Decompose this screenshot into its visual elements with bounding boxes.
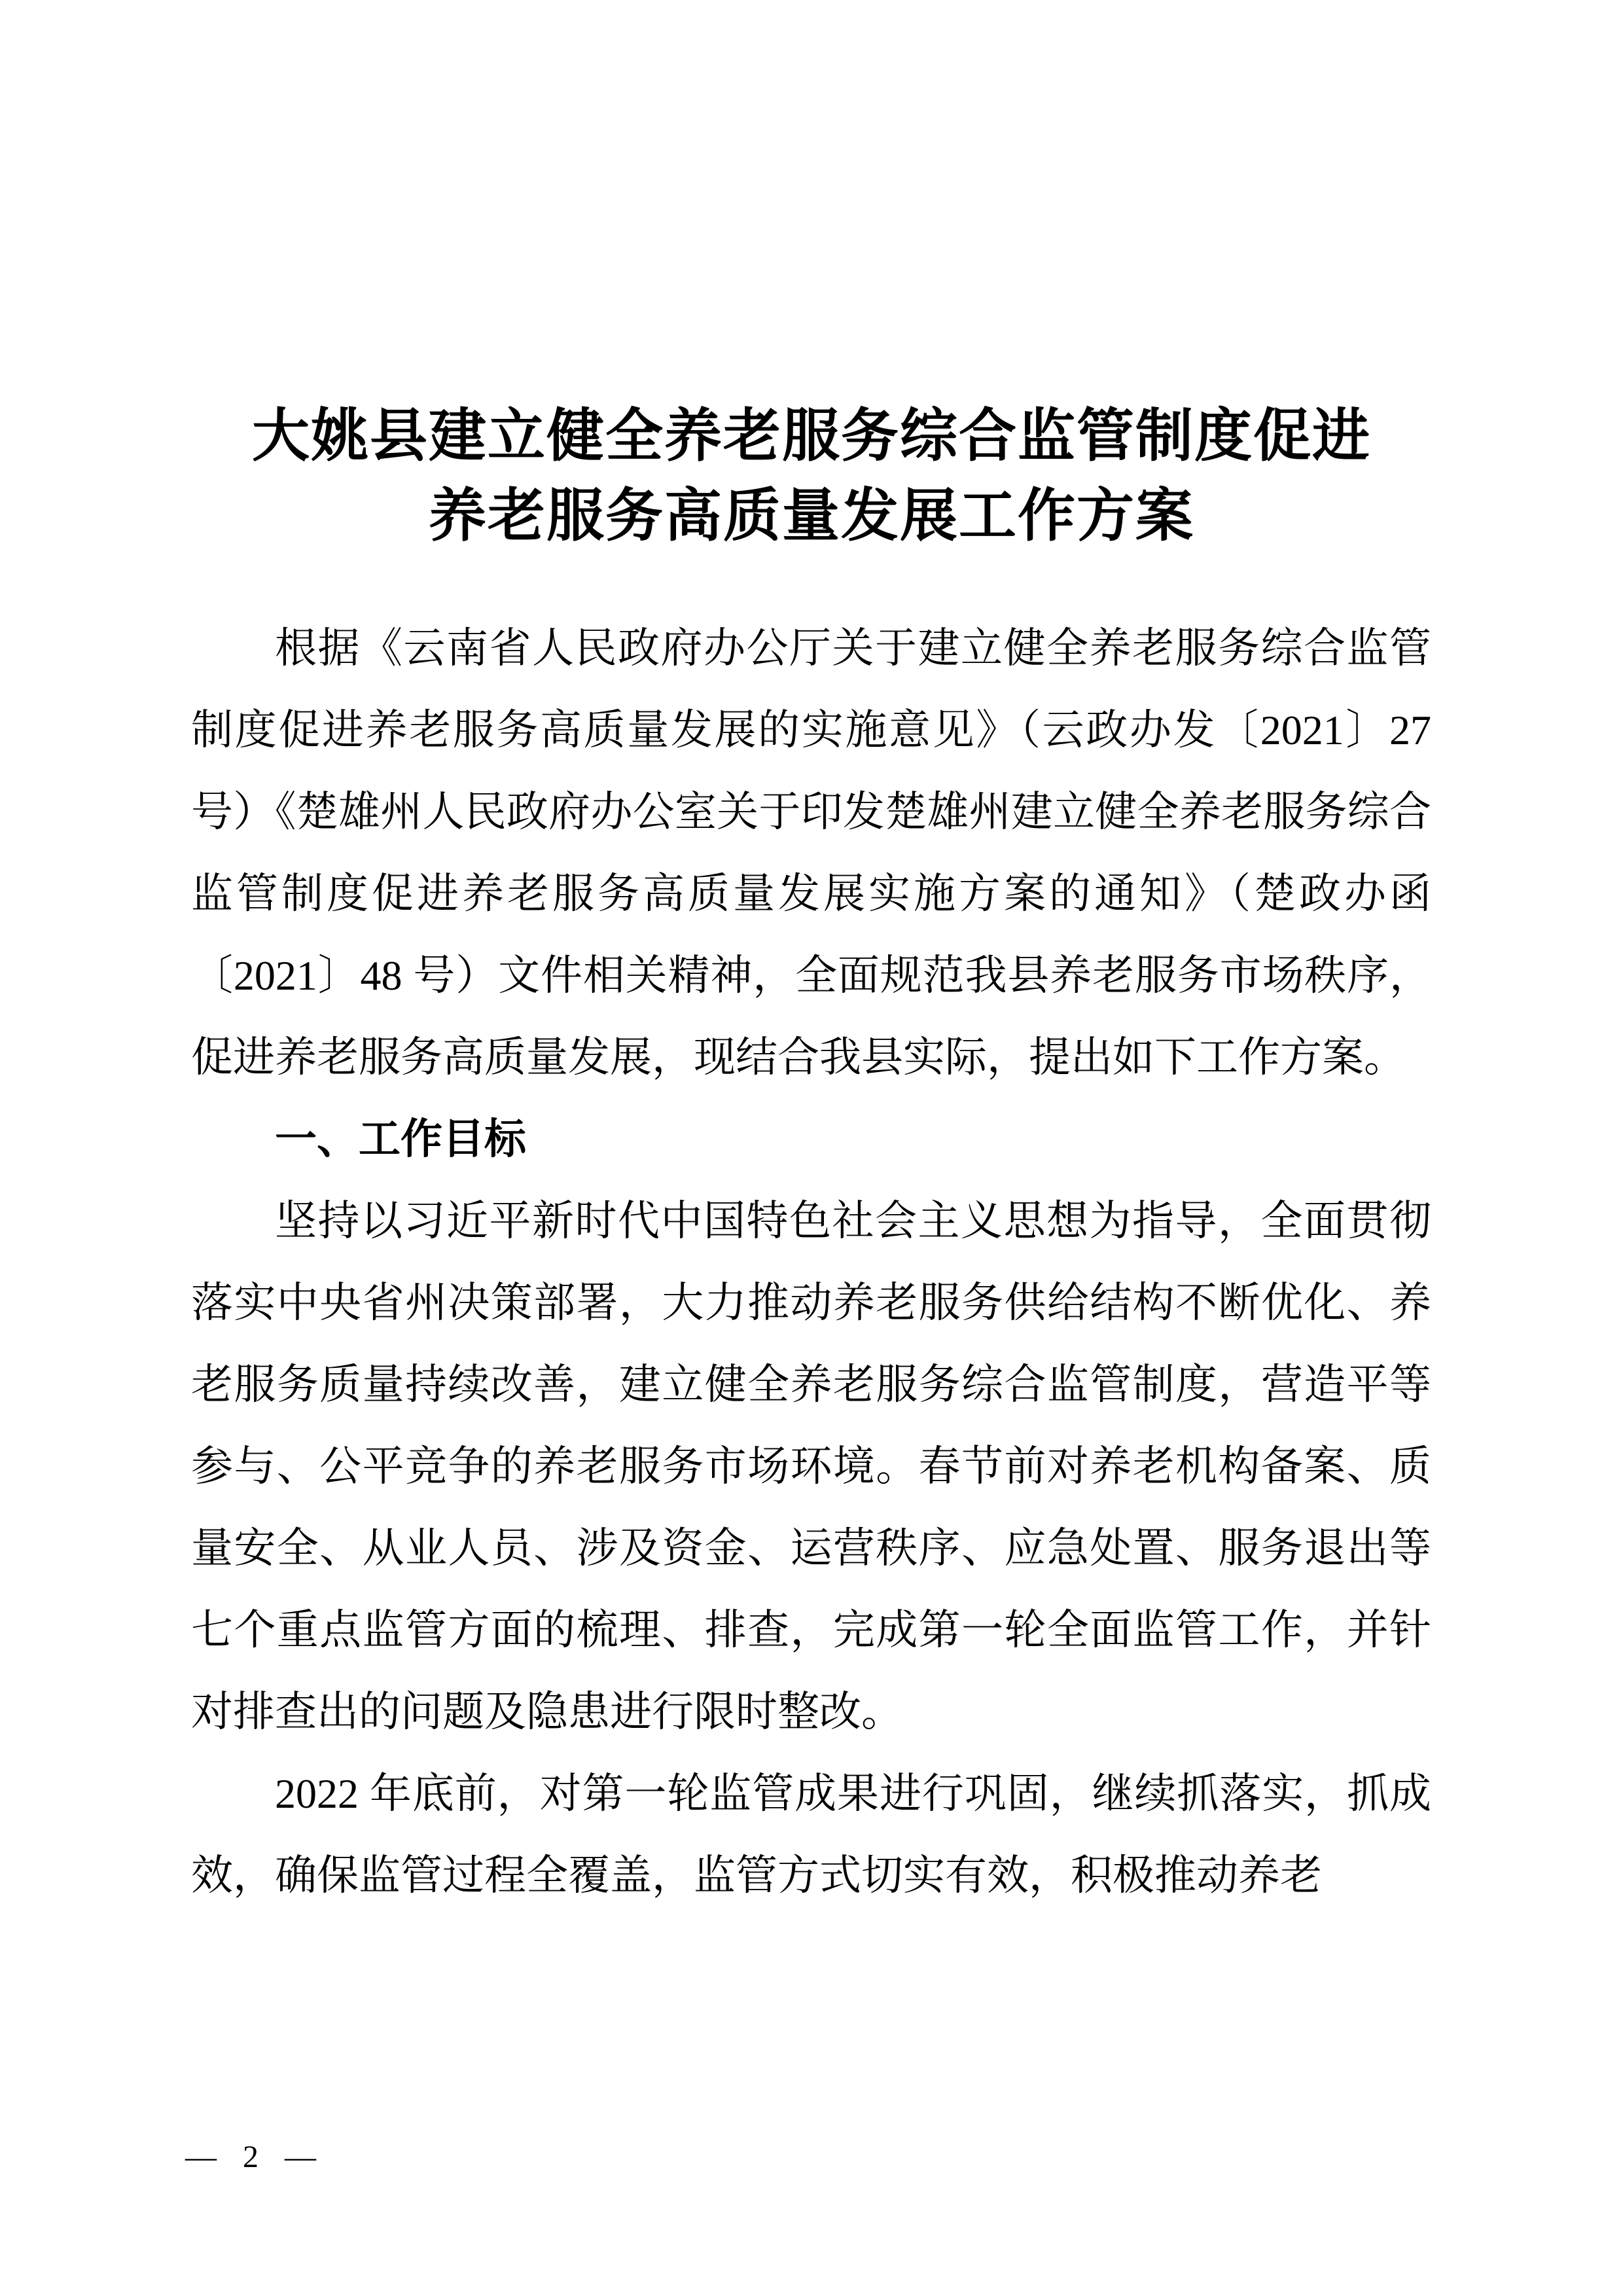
paragraph-goals-1: 坚持以习近平新时代中国特色社会主义思想为指导，全面贯彻落实中央省州决策部署，大力推动养老服务供给结构不断优化、养老服务质量持续改善，建立健全养老服务综合监管制度，营造平等参与、公平竞争的养老服务市场环境。春节前对养老机构备案、质量安全、从业人员、涉及资金、运营秩序、应急处置、服务退出等七个重点监管方面的梳理、排查，完成第一轮全面监管工作，并针对排查出的问题及隐患进行限时整改。 [191,1198,1431,1735]
page-number: — 2 — [185,2140,325,2174]
paragraph-basis: 根据《云南省人民政府办公厅关于建立健全养老服务综合监管制度促进养老服务高质量发展的实施意见》（云政办发〔2021〕27 号）《楚雄州人民政府办公室关于印发楚雄州建立健全养老服务综合监管制度促进养老服务高质量发展实施方案的通知》（楚政办函〔2021〕48 号）文件相关精神，全面规范我县养老服务市场秩序，促进养老服务高质量发展，现结合我县实际，提出如下工作方案。 [191,625,1431,1081]
paragraph-goals-2: 2022 年底前，对第一轮监管成果进行巩固，继续抓落实，抓成效，确保监管过程全覆盖，监管方式切实有效，积极推动养老 [191,1770,1431,1899]
section-heading-work-goals: 一、工作目标 [275,1115,526,1162]
document-title-line-2: 养老服务高质量发展工作方案 [428,484,1194,548]
document-title-line-1: 大姚县建立健全养老服务综合监管制度促进 [251,404,1371,469]
document-title [0,397,1623,557]
document-body [191,607,1431,1916]
